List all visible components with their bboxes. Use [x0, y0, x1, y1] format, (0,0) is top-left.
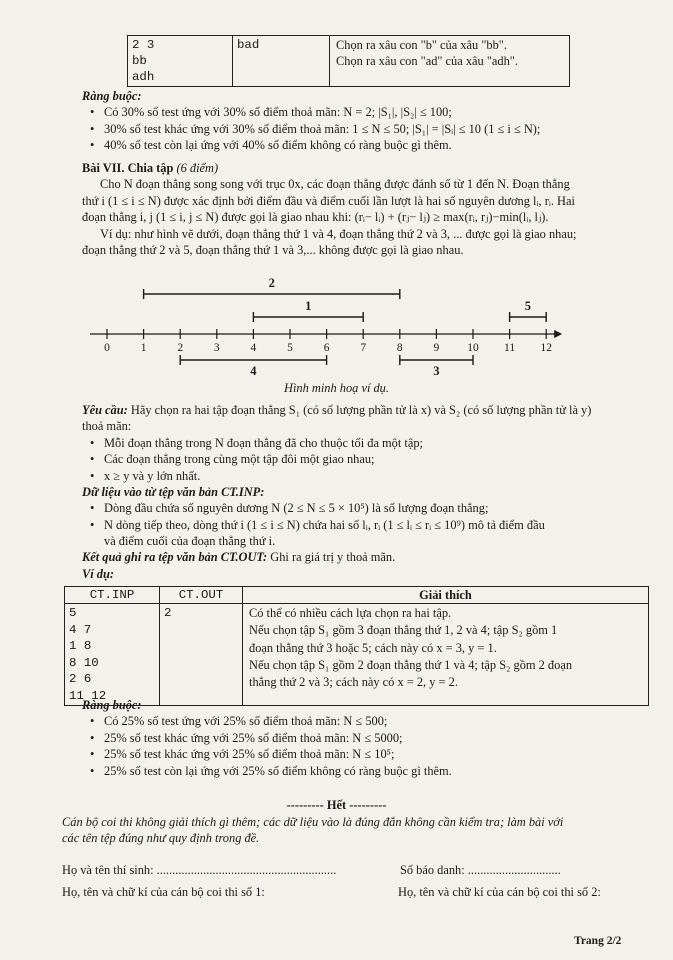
requirements-text-2: thoả mãn:: [82, 419, 132, 434]
requirements-heading: Yêu cầu:: [82, 403, 128, 417]
segment-5: [510, 299, 547, 322]
problem-section: [82, 160, 647, 258]
col-header-input: CT.INP: [65, 587, 160, 604]
requirement-item: • Mỗi đoạn thẳng trong N đoạn thẳng đã cho thuộc tối đa một tập;: [82, 435, 647, 451]
segment-label: 3: [433, 364, 440, 378]
input-item: • N dòng tiếp theo, dòng thứ i (1 ≤ i ≤ N) chứa hai số lᵢ, rᵢ (1 ≤ lᵢ ≤ rᵢ ≤ 10⁹) mô tả điểm đầu: [82, 517, 647, 533]
constraint-item: • 30% số test khác ứng với 30% số điểm thoả mãn: 1 ≤ N ≤ 50; |S₁| = |Sᵢ| ≤ 10 (1 ≤ i ≤ N);: [82, 121, 642, 137]
axis-tick-label: 9: [433, 342, 440, 354]
candidate-name-field: Họ và tên thí sinh: ..........................................................: [62, 863, 337, 877]
constraint-item: • Có 25% số test ứng với 25% số điểm thoả mãn: N ≤ 500;: [82, 713, 642, 729]
problem-line: đoạn thẳng thứ 2 và 5, đoạn thẳng thứ 1 và 3,... không được gọi là giao nhau.: [82, 242, 464, 257]
problem-title-text: Bài VII. Chia tập: [82, 161, 174, 175]
page-number: Trang 2/2: [574, 935, 622, 947]
number-axis: [90, 329, 562, 354]
example-input-line: 5: [69, 606, 77, 621]
segment-2: [144, 276, 400, 299]
top-example-table: [127, 35, 570, 87]
constraints-section-1: [82, 88, 642, 154]
segment-label: 4: [250, 364, 257, 378]
top-input-line: 2 3: [132, 38, 155, 52]
axis-tick-label: 2: [177, 342, 184, 354]
example-input-line: 8 10: [69, 655, 99, 670]
constraint-item: • 25% số test khác ứng với 25% số điểm thoả mãn: N ≤ 10⁵;: [82, 746, 642, 762]
requirements-list: [82, 435, 647, 484]
axis-tick-label: 12: [540, 342, 552, 354]
footer-note-line: Cán bộ coi thi không giải thích gì thêm; các dữ liệu vào là đúng đắn không cần kiểm tra; làm bài với: [62, 815, 564, 829]
top-note-line: Chọn ra xâu con "b" của xâu "bb".: [336, 38, 507, 52]
input-heading: Dữ liệu vào từ tệp văn bản CT.INP:: [82, 484, 265, 499]
constraint-item: • 40% số test còn lại ứng với 40% số điểm không có ràng buộc gì thêm.: [82, 137, 642, 153]
segment-3: [400, 355, 473, 378]
top-input-line: bb: [132, 54, 147, 69]
example-input-line: 1 8: [69, 639, 92, 654]
figure-caption: Hình minh hoạ ví dụ.: [284, 381, 389, 395]
problem-line: đoạn thẳng i, j (1 ≤ i, j ≤ N) được gọi là giao nhau khi: (rᵢ− lᵢ) + (rⱼ− lⱼ) ≥ max(rᵢ, rⱼ)−min(lᵢ, lⱼ).: [82, 210, 549, 225]
top-note-line: Chọn ra xâu con "ad" của xâu "adh".: [336, 54, 518, 69]
requirements-section: [82, 402, 647, 582]
example-table: [64, 586, 649, 706]
example-input-line: 4 7: [69, 622, 92, 637]
axis-tick-label: 11: [504, 342, 516, 354]
problem-line: thứ i (1 ≤ i ≤ N) được xác định bởi điểm đầu và điểm cuối lần lượt là hai số nguyên dương lᵢ, rᵢ. Hai: [82, 193, 575, 208]
segment-label: 1: [305, 299, 312, 313]
constraints-list: [82, 104, 642, 153]
footer-note-line: các tên tệp đúng như quy định trong đề.: [62, 831, 260, 846]
problem-line: Cho N đoạn thẳng song song với trục 0x, các đoạn thẳng được đánh số từ 1 đến N. Đoạn thẳng: [100, 177, 570, 192]
example-heading: Ví dụ:: [82, 566, 115, 581]
axis-tick-label: 6: [323, 342, 330, 354]
example-output: 2: [164, 606, 172, 621]
candidate-id-field: Số báo danh: ..............................: [400, 863, 561, 877]
example-note-line: đoạn thẳng thứ 3 hoặc 5; cách này có x = 3, y = 1.: [249, 640, 497, 655]
axis-tick-label: 0: [104, 342, 110, 354]
proctor-2-signature: Họ, tên và chữ kí của cán bộ coi thi số 2:: [398, 885, 601, 899]
constraints-list: [82, 713, 642, 779]
footer-note: [62, 814, 652, 847]
constraint-item: • 25% số test khác ứng với 25% số điểm thoả mãn: N ≤ 5000;: [82, 730, 642, 746]
requirements-text: Hãy chọn ra hai tập đoạn thẳng S₁ (có số lượng phần tử là x) và S₂ (có số lượng phần tử là y): [127, 403, 592, 417]
output-text: Ghi ra giá trị y thoả mãn.: [267, 550, 396, 565]
constraints-heading: Ràng buộc:: [82, 698, 142, 712]
requirement-item: • x ≥ y và y lớn nhất.: [82, 468, 647, 484]
col-header-output: CT.OUT: [160, 587, 243, 604]
input-list: [82, 500, 647, 533]
segment-figure: [90, 268, 570, 383]
segments-group: [144, 276, 547, 378]
axis-tick-label: 4: [250, 342, 257, 354]
axis-tick-label: 5: [287, 342, 293, 354]
top-input-line: adh: [132, 70, 155, 85]
axis-tick-label: 1: [140, 342, 147, 354]
problem-line: Ví dụ: như hình vẽ dưới, đoạn thẳng thứ 1 và 4, đoạn thẳng thứ 2 và 3, ... được gọi là giao nhau;: [100, 226, 577, 241]
top-output: bad: [237, 38, 260, 52]
output-heading: Kết quả ghi ra tệp văn bản CT.OUT:: [82, 550, 268, 565]
axis-tick-label: 7: [360, 342, 367, 354]
end-marker: --------- Hết ---------: [286, 798, 387, 812]
segment-label: 5: [524, 299, 532, 313]
example-note-line: Nếu chọn tập S₁ gồm 3 đoạn thẳng thứ 1, 2 và 4; tập S₂ gồm 1: [249, 623, 558, 638]
segment-1: [253, 299, 363, 322]
constraints-heading: Ràng buộc:: [82, 89, 142, 103]
output-line: [82, 549, 647, 565]
constraints-section-2: [82, 697, 642, 779]
requirements-line: [82, 402, 647, 418]
example-note-line: thẳng thứ 2 và 3; cách này có x = 2, y = 2.: [249, 674, 458, 689]
example-note-line: Có thể có nhiều cách lựa chọn ra hai tập.: [249, 606, 452, 621]
example-input-line: 2 6: [69, 672, 92, 687]
input-item-cont: và điểm cuối của đoạn thẳng thứ i.: [104, 534, 276, 548]
example-input-line: 11 12: [69, 688, 107, 703]
col-header-note: Giải thích: [243, 587, 649, 604]
axis-arrow: [554, 330, 562, 338]
proctor-1-signature: Họ, tên và chữ kí của cán bộ coi thi số 1:: [62, 885, 265, 899]
constraint-item: • 25% số test còn lại ứng với 25% số điểm không có ràng buộc gì thêm.: [82, 763, 642, 779]
input-item: • Dòng đầu chứa số nguyên dương N (2 ≤ N ≤ 5 × 10⁵) là số lượng đoạn thẳng;: [82, 500, 647, 516]
constraint-item: • Có 30% số test ứng với 30% số điểm thoả mãn: N = 2; |S₁|, |S₂| ≤ 100;: [82, 104, 642, 120]
axis-tick-label: 10: [467, 342, 479, 354]
segment-label: 2: [268, 276, 275, 290]
axis-tick-label: 3: [213, 342, 220, 354]
requirement-item: • Các đoạn thẳng trong cùng một tập đôi một giao nhau;: [82, 451, 647, 467]
segment-4: [180, 355, 326, 378]
example-note-line: Nếu chọn tập S₁ gồm 2 đoạn thẳng thứ 1 và 4; tập S₂ gồm 2 đoạn: [249, 657, 573, 672]
axis-tick-label: 8: [396, 342, 403, 354]
problem-points: (6 điểm): [176, 161, 219, 175]
problem-title: [82, 160, 647, 176]
